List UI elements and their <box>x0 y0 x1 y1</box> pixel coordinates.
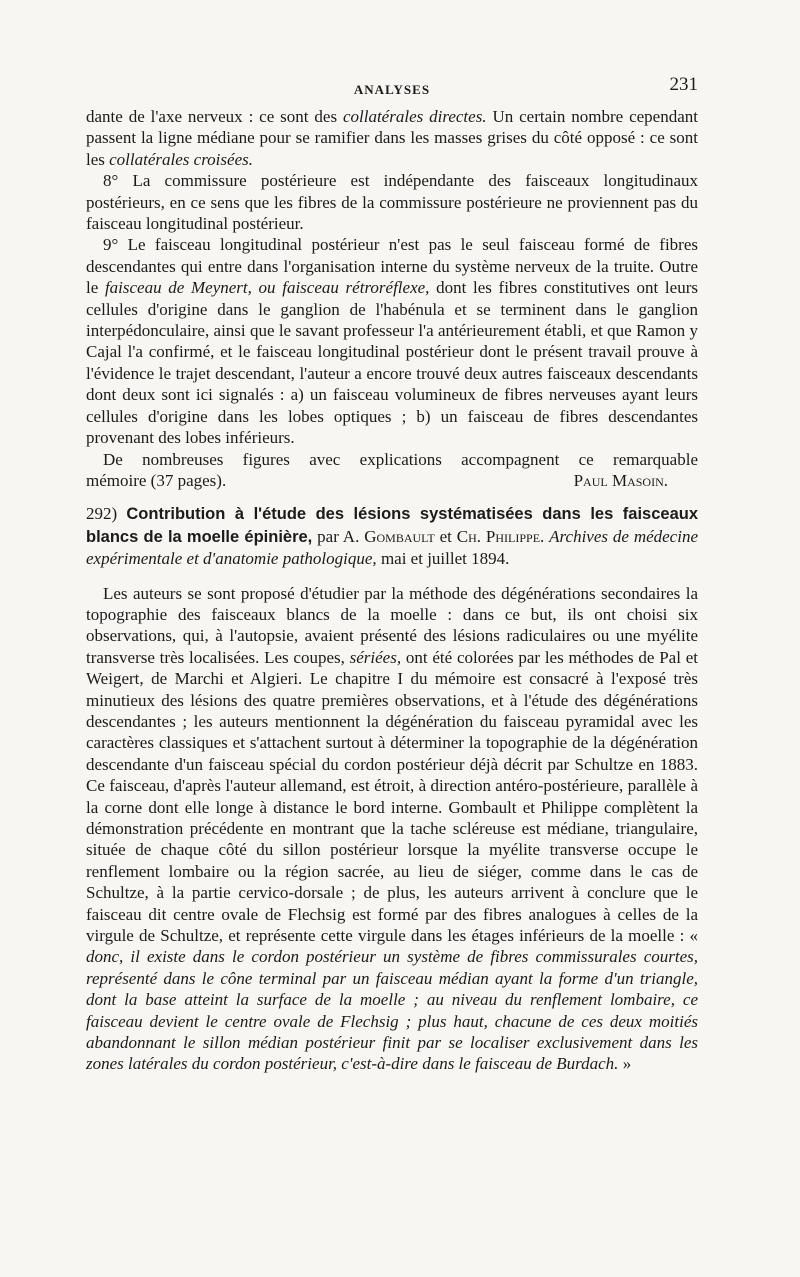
page-number: 231 <box>669 74 698 95</box>
text: par A. <box>312 526 365 546</box>
author: Ch. Philippe. <box>456 526 545 546</box>
running-head: ANALYSES <box>353 82 431 97</box>
italic-term: collatérales directes. <box>342 107 487 126</box>
italic-term: collatérales croisées. <box>109 149 253 169</box>
page-header <box>86 70 698 106</box>
entry-292 <box>86 503 698 569</box>
text: 9° Le faisceau longitudinal postérieur n'est pas le seul faisceau formé de fibres descendantes qui entre dans l'organisation interne du système nerveux de la truite. Outre le <box>86 235 698 298</box>
closing-line-end: mémoire (37 pages). <box>86 470 227 490</box>
text: ont été colorées par les méthodes de Pal et Weigert, de Marchi et Algieri. Le chapitre I du mémoire est consacré à l'exposé très minutieux des lésions des quatre premières observations, et à l'étude des dégénérations descendantes ; les auteurs mentionnent la dégénération du faisceau pyramidal avec les caractères classiques et s'attachent surtout à déterminer la topographie de la dégénération descendante d'un faisceau spécial du cordon postérieur déjà décrit par Schultze en 1883. Ce faisceau, d'après l'auteur allemand, est étroit, à direction antéro-postérieure, parallèle à la corne dont elle longe à distance le bord interne. Gombault et Philippe complètent la démonstration précédente en montrant que la tache scléreuse est médiane, triangulaire, située de chaque côté du sillon postérieur lorsque la myélite transverse occupe le renflement lombaire ou la région sacrée, au lieu de siéger, comme dans le cas de Schultze, à la partie cervico-dorsale ; de plus, les auteurs arrivent à conclure que le faisceau dit centre ovale de Flechsig est formé par des fibres analogues à celles de la virgule de Schultze, et représente cette virgule dans les étages inférieurs de la moelle : « <box>86 647 698 946</box>
text: » <box>618 1054 632 1074</box>
continued-paragraph <box>86 106 698 170</box>
text: dont les fibres constitutives ont leurs cellules d'origine dans le ganglion de l'habénula et se terminent dans le ganglion interpédonculaire, ainsi que le savant professeur l'a antérieurement établi, et que Ramon y Cajal l'a confirmé, et le faisceau longitudinal postérieur dont le présent travail prouve à l'évidence le trajet descendant, l'auteur a encore trouvé deux autres faisceaux descendants dont deux sont ici signalés : a) un faisceau volumineux de fibres nerveuses ayant leurs cellules d'origine dans les lobes optiques ; b) un faisceau de fibres descendantes provenant des lobes inférieurs. <box>86 278 698 448</box>
entry-title: Contribution à l'étude des lésions systématisées dans les faisceaux blancs de la moelle épinière, <box>86 505 699 546</box>
italic-term: faisceau de Meynert, ou faisceau rétroréflexe, <box>104 278 430 298</box>
entry-number: 292) <box>86 504 118 524</box>
signature: Paul Masoin. <box>573 470 668 490</box>
author: Gombault <box>364 526 435 546</box>
page <box>86 70 698 1075</box>
signature-line <box>86 470 698 491</box>
quotation: donc, il existe dans le cordon postérieur un système de fibres commissurales courtes, représenté dans le cône terminal par un faisceau médian ayant la forme d'un triangle, dont la base atteint la surface de la moelle ; au niveau du renflement lombaire, ce faisceau devient le centre ovale de Flechsig ; plus haut, chacune de ces deux moitiés abandonnant le sillon médian postérieur finit par se localiser exclusivement dans les zones latérales du cordon postérieur, c'est-à-dire dans le faisceau de Burdach. <box>86 947 698 1074</box>
entry-heading <box>86 503 698 569</box>
text: Un certain nombre cependant passent la ligne médiane pour se ramifier dans les masses grises du côté opposé : ce sont les <box>86 107 698 169</box>
review-body <box>86 583 698 1075</box>
journal-name: Archives de médecine expérimentale et d'anatomie pathologique, <box>86 526 699 569</box>
text: dante de l'axe nerveux : ce sont des <box>86 107 343 126</box>
italic-term: sériées, <box>349 647 402 667</box>
closing-line: De nombreuses figures avec explications accompagnent ce remarquable <box>103 449 698 469</box>
text: Les auteurs se sont proposé d'étudier par la méthode des dégénérations secondaires la topographie des faisceaux blancs de la moelle : dans ce but, ils ont choisi six observations, qui, à l'autopsie, avaient présenté des lésions radiculaires ou une myélite transverse très localisées. Les coupes, <box>86 583 698 667</box>
issue-date: mai et juillet 1894. <box>376 549 510 569</box>
text: et <box>434 526 457 546</box>
paragraph-9 <box>86 234 698 448</box>
paragraph-8: 8° La commissure postérieure est indépendante des faisceaux longitudinaux postérieurs, en ce sens que les fibres de la commissure postérieure ne proviennent pas du faisceau longitudinal postérieur. <box>86 171 698 234</box>
